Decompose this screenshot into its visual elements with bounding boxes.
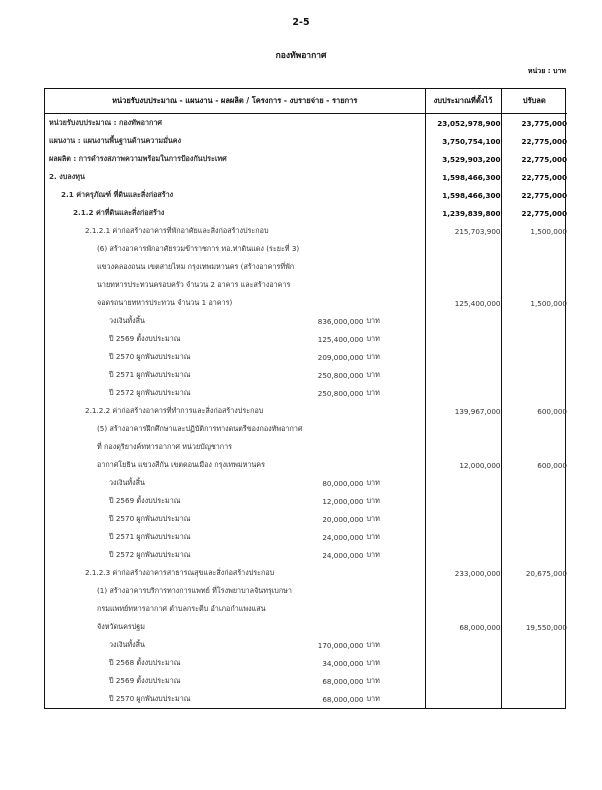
table-row [45, 492, 567, 510]
row-budget-value [425, 312, 501, 330]
table-row [45, 402, 567, 420]
table-row [45, 510, 567, 528]
row-inline-amount: 68,000,000 [322, 676, 364, 686]
row-label: ปี 2570 ผูกพันงบประมาณ [109, 351, 191, 361]
row-reduction-value: 22,775,000 [501, 150, 567, 168]
row-budget-value: 23,052,978,900 [425, 114, 501, 133]
row-budget-value [425, 582, 501, 600]
row-label: ปี 2568 ตั้งงบประมาณ [109, 657, 181, 667]
row-budget-value [425, 420, 501, 438]
row-reduction-value [501, 600, 567, 618]
row-description-cell [45, 654, 425, 672]
row-reduction-value: 19,550,000 [501, 618, 567, 636]
row-label: จังหวัดนครปฐม [97, 621, 146, 631]
row-currency-unit: บาท [366, 333, 380, 343]
row-description-cell [45, 258, 425, 276]
row-description-cell [45, 600, 425, 618]
row-budget-value: 139,967,000 [425, 402, 501, 420]
table-row [45, 546, 567, 564]
row-description-cell [45, 690, 425, 708]
page-number: 2-5 [292, 17, 310, 28]
table-row [45, 150, 567, 168]
row-budget-value: 1,598,466,300 [425, 186, 501, 204]
row-currency-unit: บาท [366, 495, 380, 505]
table-row [45, 690, 567, 708]
row-inline-amount: 20,000,000 [322, 514, 364, 524]
row-label: จอดรถนายทหารประทวน จำนวน 1 อาคาร) [97, 297, 233, 307]
row-description-cell [45, 348, 425, 366]
row-description-cell [45, 528, 425, 546]
row-reduction-value [501, 438, 567, 456]
row-label: ปี 2569 ตั้งงบประมาณ [109, 675, 181, 685]
table-row [45, 312, 567, 330]
row-budget-value [425, 672, 501, 690]
row-reduction-value [501, 546, 567, 564]
row-inline-amount: 34,000,000 [322, 658, 364, 668]
row-inline-amount: 170,000,000 [317, 640, 364, 650]
row-reduction-value [501, 420, 567, 438]
row-reduction-value [501, 258, 567, 276]
row-reduction-value: 22,775,000 [501, 186, 567, 204]
row-description-cell [45, 150, 425, 168]
table-row [45, 366, 567, 384]
row-reduction-value [501, 474, 567, 492]
row-inline-amount: 250,800,000 [317, 388, 364, 398]
row-label: หน่วยรับงบประมาณ : กองทัพอากาศ [49, 117, 162, 127]
table-row [45, 564, 567, 582]
row-label: (1) สร้างอาคารบริการทางการแพทย์ ที่โรงพยาบาลจันทรุเบกษา [97, 585, 292, 595]
row-reduction-value [501, 582, 567, 600]
row-budget-value [425, 258, 501, 276]
row-label: ปี 2572 ผูกพันงบประมาณ [109, 549, 191, 559]
table-row [45, 168, 567, 186]
row-reduction-value: 600,000 [501, 402, 567, 420]
budget-table [45, 89, 567, 708]
row-currency-unit: บาท [366, 657, 380, 667]
row-reduction-value: 600,000 [501, 456, 567, 474]
row-reduction-value: 22,775,000 [501, 168, 567, 186]
table-row [45, 636, 567, 654]
row-label: แผนงาน : แผนงานพื้นฐานด้านความมั่นคง [49, 135, 182, 145]
table-row [45, 528, 567, 546]
row-label: 2.1.2.3 ค่าก่อสร้างอาคารสาธารณสุขและสิ่งก่อสร้างประกอบ [85, 567, 275, 577]
row-inline-amount: 836,000,000 [317, 316, 364, 326]
row-label: วงเงินทั้งสิ้น [109, 477, 145, 487]
table-row [45, 654, 567, 672]
row-reduction-value: 22,775,000 [501, 132, 567, 150]
table-row [45, 618, 567, 636]
row-currency-unit: บาท [366, 315, 380, 325]
table-row [45, 240, 567, 258]
row-label: ปี 2572 ผูกพันงบประมาณ [109, 387, 191, 397]
row-reduction-value [501, 690, 567, 708]
row-budget-value [425, 492, 501, 510]
table-body [45, 114, 567, 709]
row-description-cell [45, 114, 425, 133]
row-budget-value [425, 330, 501, 348]
table-row [45, 582, 567, 600]
row-description-cell [45, 420, 425, 438]
table-row [45, 456, 567, 474]
row-label: ปี 2570 ผูกพันงบประมาณ [109, 513, 191, 523]
row-currency-unit: บาท [366, 513, 380, 523]
row-label: กรมแพทย์ทหารอากาศ ตำบลกระตีบ อำเภอกำแพงแสน [97, 603, 266, 613]
row-budget-value [425, 384, 501, 402]
table-row [45, 438, 567, 456]
row-description-cell [45, 330, 425, 348]
row-description-cell [45, 222, 425, 240]
table-row [45, 222, 567, 240]
table-row [45, 114, 567, 133]
row-currency-unit: บาท [366, 351, 380, 361]
document-title: กองทัพอากาศ [275, 51, 327, 61]
row-description-cell [45, 618, 425, 636]
row-description-cell [45, 636, 425, 654]
row-description-cell [45, 402, 425, 420]
row-inline-amount: 80,000,000 [322, 478, 364, 488]
row-inline-amount: 250,800,000 [317, 370, 364, 380]
row-budget-value: 12,000,000 [425, 456, 501, 474]
row-currency-unit: บาท [366, 387, 380, 397]
row-label: ปี 2571 ผูกพันงบประมาณ [109, 531, 191, 541]
row-inline-amount: 24,000,000 [322, 550, 364, 560]
row-budget-value [425, 474, 501, 492]
row-label: 2. งบลงทุน [49, 171, 85, 181]
row-reduction-value: 1,500,000 [501, 222, 567, 240]
row-description-cell [45, 240, 425, 258]
row-reduction-value: 22,775,000 [501, 204, 567, 222]
table-row [45, 384, 567, 402]
row-reduction-value: 23,775,000 [501, 114, 567, 133]
table-row [45, 420, 567, 438]
row-description-cell [45, 204, 425, 222]
row-reduction-value [501, 492, 567, 510]
row-label: 2.1.2 ค่าที่ดินและสิ่งก่อสร้าง [73, 207, 165, 217]
table-row [45, 600, 567, 618]
row-budget-value [425, 510, 501, 528]
row-budget-value: 1,239,839,800 [425, 204, 501, 222]
row-budget-value: 3,529,903,200 [425, 150, 501, 168]
row-inline-amount: 12,000,000 [322, 496, 364, 506]
column-header-reduction: ปรับลด [501, 89, 567, 114]
row-inline-amount: 209,000,000 [317, 352, 364, 362]
row-currency-unit: บาท [366, 549, 380, 559]
row-budget-value [425, 600, 501, 618]
row-reduction-value [501, 312, 567, 330]
row-reduction-value [501, 384, 567, 402]
table-header-row [45, 89, 567, 114]
row-budget-value [425, 348, 501, 366]
row-currency-unit: บาท [366, 531, 380, 541]
row-reduction-value: 1,500,000 [501, 294, 567, 312]
row-description-cell [45, 582, 425, 600]
row-description-cell [45, 366, 425, 384]
row-label: (6) สร้างอาคารพักอาศัยรวมข้าราชการ ทอ.ท่าดินแดง (ระยะที่ 3) [97, 243, 300, 253]
row-description-cell [45, 294, 425, 312]
row-description-cell [45, 168, 425, 186]
row-reduction-value [501, 654, 567, 672]
row-reduction-value [501, 528, 567, 546]
row-reduction-value [501, 366, 567, 384]
row-label: ผลผลิต : การดำรงสภาพความพร้อมในการป้องกันประเทศ [49, 153, 227, 163]
row-currency-unit: บาท [366, 369, 380, 379]
row-budget-value [425, 240, 501, 258]
row-reduction-value [501, 330, 567, 348]
row-reduction-value [501, 636, 567, 654]
row-label: ที่ กองดุริยางค์ทหารอากาศ หน่วยบัญชาการ [97, 441, 233, 451]
table-row [45, 276, 567, 294]
table-header [45, 89, 567, 114]
row-description-cell [45, 474, 425, 492]
row-label: 2.1.2.2 ค่าก่อสร้างอาคารที่ทำการและสิ่งก่อสร้างประกอบ [85, 405, 264, 415]
row-label: วงเงินทั้งสิ้น [109, 315, 145, 325]
row-reduction-value [501, 348, 567, 366]
row-label: 2.1 ค่าครุภัณฑ์ ที่ดินและสิ่งก่อสร้าง [61, 189, 174, 199]
row-budget-value [425, 438, 501, 456]
row-reduction-value [501, 276, 567, 294]
row-reduction-value [501, 672, 567, 690]
row-budget-value: 3,750,754,100 [425, 132, 501, 150]
table-row [45, 474, 567, 492]
row-description-cell [45, 510, 425, 528]
table-row [45, 132, 567, 150]
row-budget-value: 68,000,000 [425, 618, 501, 636]
budget-table-container [44, 88, 566, 709]
row-currency-unit: บาท [366, 675, 380, 685]
row-label: ปี 2571 ผูกพันงบประมาณ [109, 369, 191, 379]
row-reduction-value [501, 240, 567, 258]
row-budget-value [425, 546, 501, 564]
row-description-cell [45, 546, 425, 564]
row-description-cell [45, 276, 425, 294]
row-description-cell [45, 312, 425, 330]
table-row [45, 186, 567, 204]
row-reduction-value: 20,675,000 [501, 564, 567, 582]
row-currency-unit: บาท [366, 693, 380, 703]
row-budget-value [425, 276, 501, 294]
table-row [45, 348, 567, 366]
row-budget-value: 1,598,466,300 [425, 168, 501, 186]
row-budget-value: 215,703,900 [425, 222, 501, 240]
column-header-description: หน่วยรับงบประมาณ - แผนงาน - ผลผลิต / โครงการ - งบรายจ่าย - รายการ [45, 89, 425, 114]
row-reduction-value [501, 510, 567, 528]
row-description-cell [45, 564, 425, 582]
row-inline-amount: 24,000,000 [322, 532, 364, 542]
row-label: (5) สร้างอาคารฝึกศึกษาและปฏิบัติการทางดนตรีของกองทัพอากาศ [97, 423, 303, 433]
row-label: ปี 2569 ตั้งงบประมาณ [109, 495, 181, 505]
row-budget-value [425, 654, 501, 672]
table-row [45, 330, 567, 348]
row-label: นายทหารประทวนครอบครัว จำนวน 2 อาคาร และสร้างอาคาร [97, 279, 291, 289]
row-inline-amount: 68,000,000 [322, 694, 364, 704]
row-budget-value [425, 528, 501, 546]
table-row [45, 294, 567, 312]
row-description-cell [45, 132, 425, 150]
row-description-cell [45, 186, 425, 204]
row-budget-value [425, 636, 501, 654]
row-budget-value [425, 366, 501, 384]
row-inline-amount: 125,400,000 [317, 334, 364, 344]
row-description-cell [45, 456, 425, 474]
row-description-cell [45, 384, 425, 402]
row-budget-value [425, 690, 501, 708]
row-description-cell [45, 438, 425, 456]
row-budget-value: 125,400,000 [425, 294, 501, 312]
row-currency-unit: บาท [366, 639, 380, 649]
row-label: วงเงินทั้งสิ้น [109, 639, 145, 649]
row-budget-value: 233,000,000 [425, 564, 501, 582]
table-row [45, 672, 567, 690]
unit-label: หน่วย : บาท [527, 67, 566, 75]
row-description-cell [45, 672, 425, 690]
column-header-budget: งบประมาณที่ตั้งไว้ [425, 89, 501, 114]
row-label: อากาศโยธิน แขวงสีกัน เขตดอนเมือง กรุงเทพมหานคร [97, 459, 265, 469]
row-label: ปี 2570 ผูกพันงบประมาณ [109, 693, 191, 703]
table-row [45, 258, 567, 276]
row-label: แขวงคลองถนน เขตสายไหม กรุงเทพมหานคร (สร้างอาคารที่พัก [97, 261, 295, 271]
table-row [45, 204, 567, 222]
row-label: ปี 2569 ตั้งงบประมาณ [109, 333, 181, 343]
row-description-cell [45, 492, 425, 510]
row-currency-unit: บาท [366, 477, 380, 487]
row-label: 2.1.2.1 ค่าก่อสร้างอาคารที่พักอาศัยและสิ่งก่อสร้างประกอบ [85, 225, 269, 235]
